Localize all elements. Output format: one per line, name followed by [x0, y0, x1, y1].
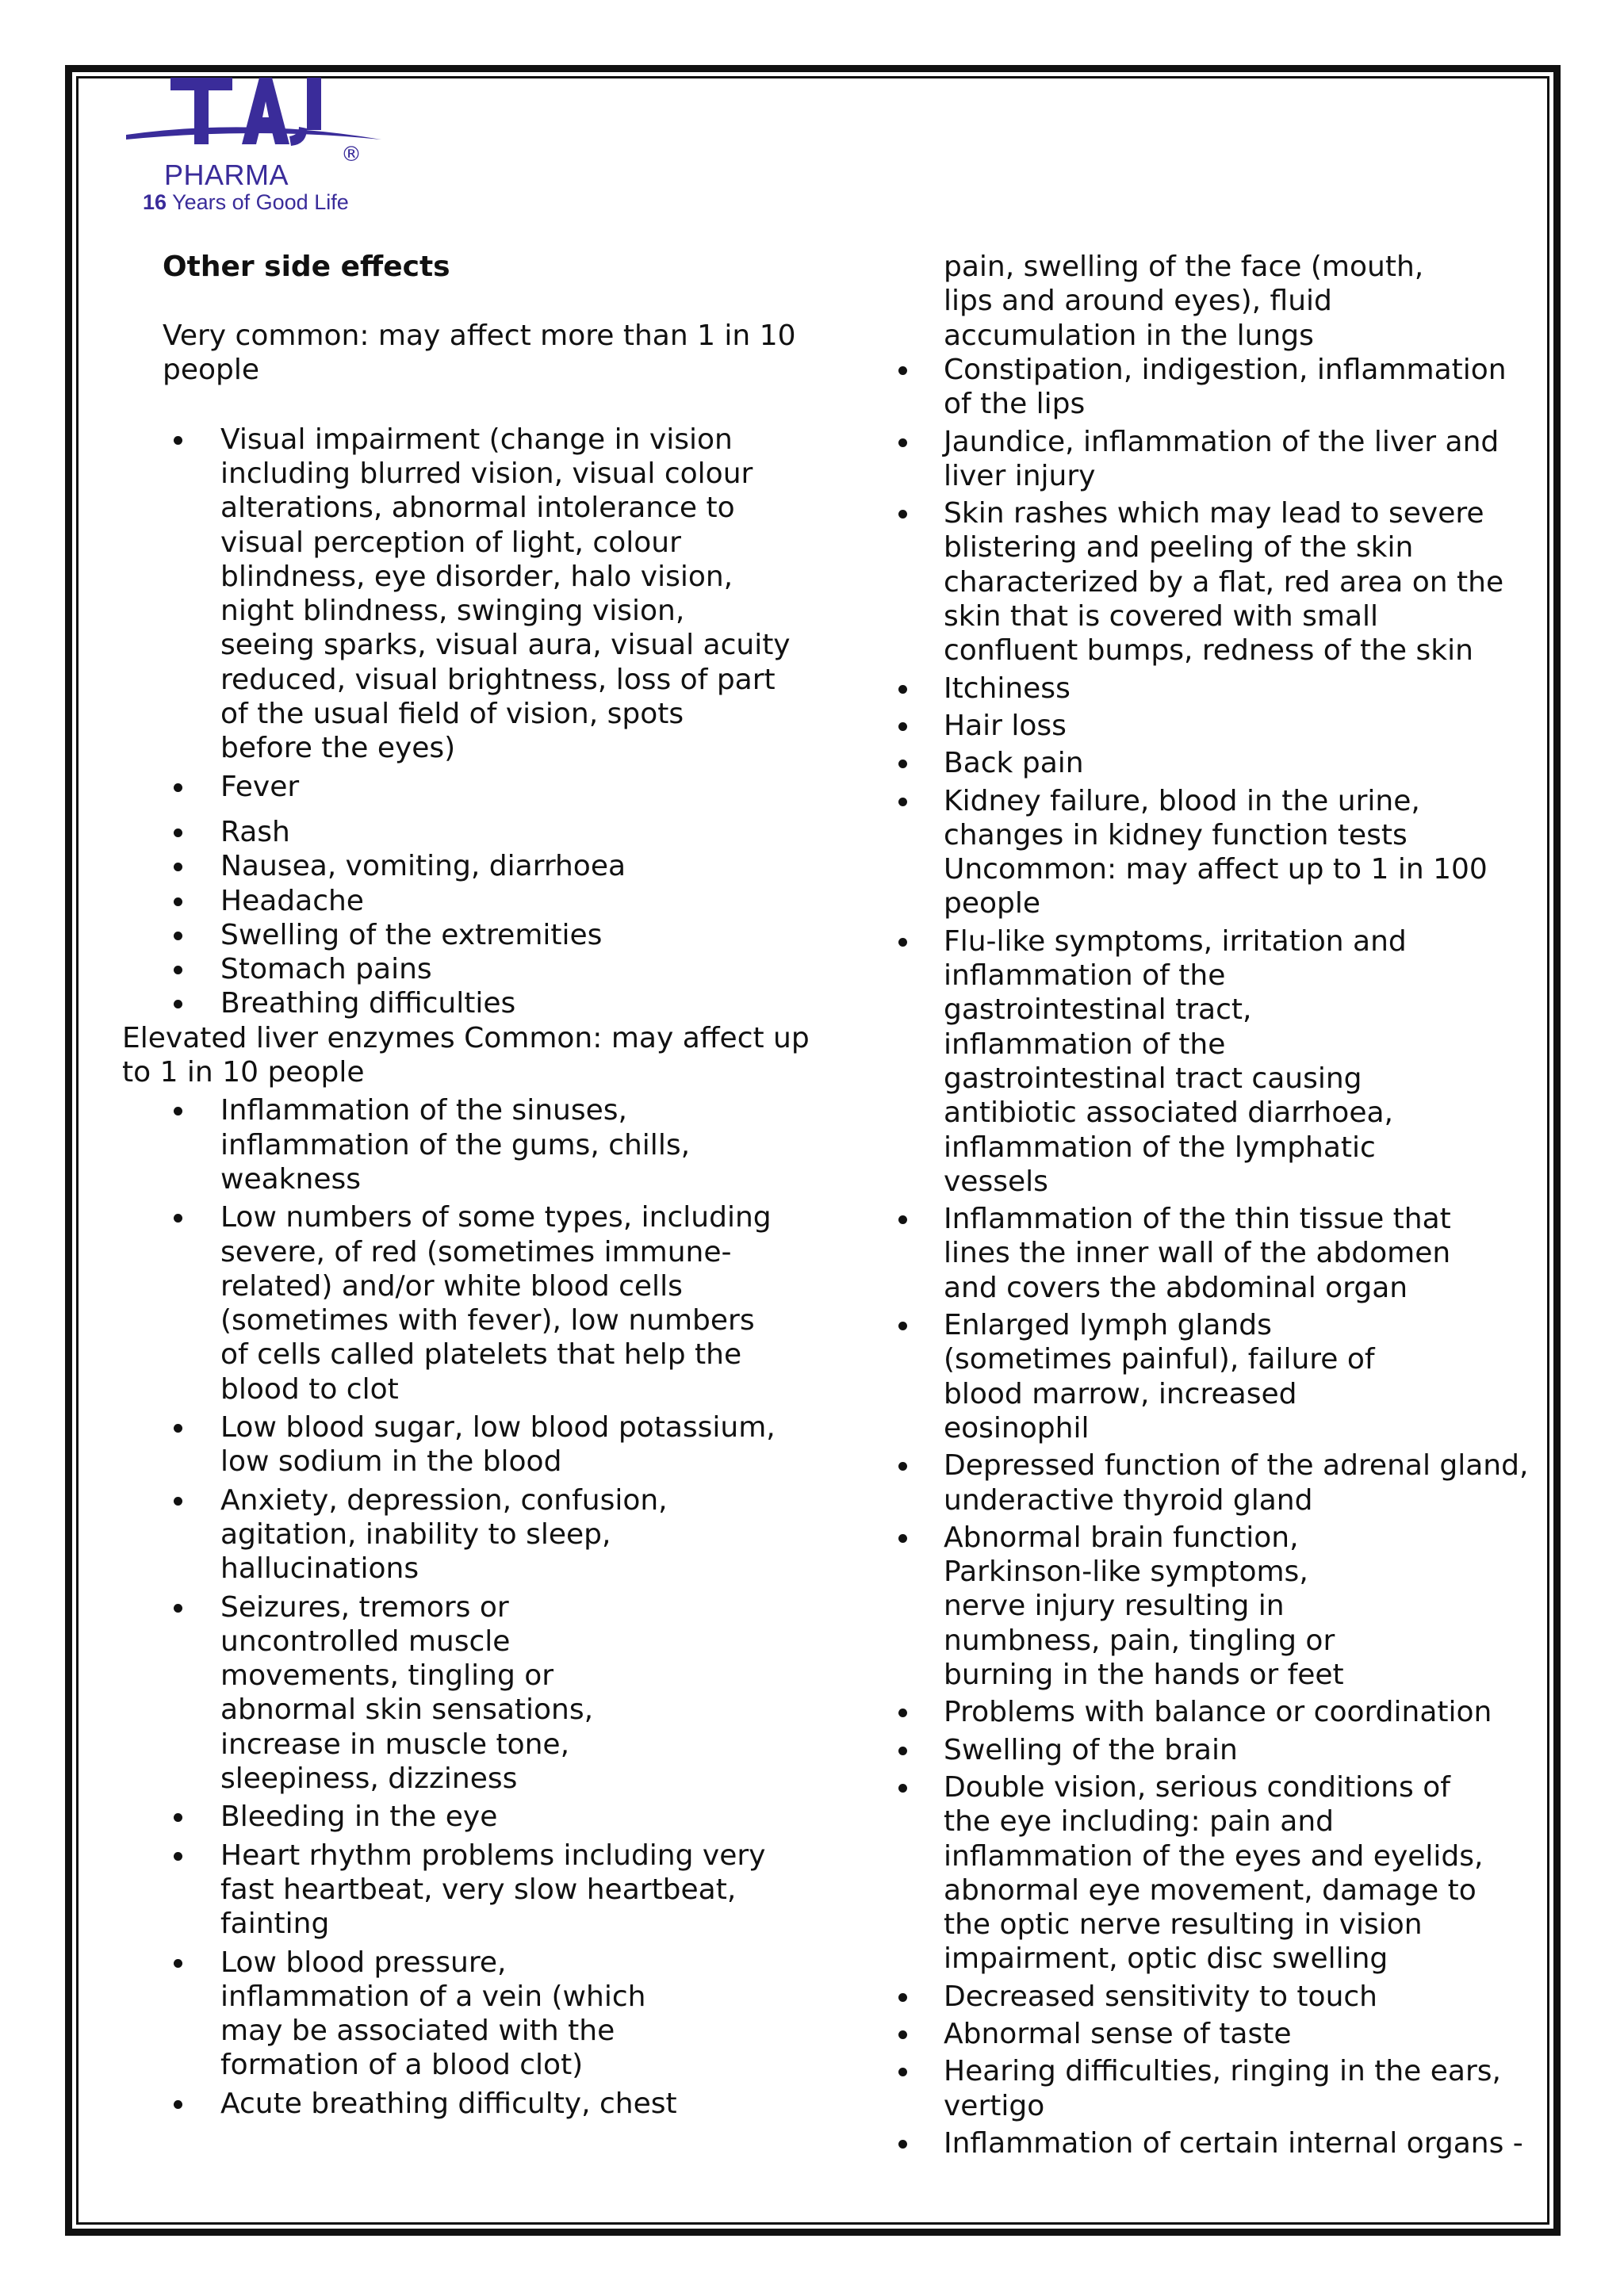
- list-item-line: Hair loss: [944, 709, 1067, 742]
- list-item-line: blindness, eye disorder, halo vision,: [220, 560, 733, 593]
- list-item-line: Headache: [220, 884, 364, 917]
- list-item-line: including blurred vision, visual colour: [220, 457, 753, 490]
- list-item-line: related) and/or white blood cells: [220, 1269, 683, 1303]
- list-item-line: Inflammation of certain internal organs -: [944, 2126, 1523, 2160]
- list-item-line: reduced, visual brightness, loss of part: [220, 663, 776, 696]
- list-item-line: Heart rhythm problems including very: [220, 1839, 766, 1872]
- list-item-line: Rash: [220, 815, 290, 848]
- frequency-intro-line: Very common: may affect more than 1 in 10: [163, 320, 796, 352]
- list-item-line: of the usual field of vision, spots: [220, 698, 684, 730]
- bullet-icon: [174, 897, 182, 906]
- list-item-line: skin that is covered with small: [944, 600, 1379, 633]
- logo-name: PHARMA: [164, 159, 289, 191]
- list-item-line: Low blood pressure,: [220, 1946, 507, 1979]
- list-item-line: burning in the hands or feet: [944, 1659, 1344, 1691]
- list-item-line: Back pain: [944, 747, 1084, 780]
- bullet-icon: [174, 436, 182, 445]
- list-item-line: gastrointestinal tract,: [944, 993, 1252, 1027]
- bullet-icon: [898, 2140, 907, 2149]
- bullet-icon: [174, 2100, 182, 2109]
- list-item-line: Stomach pains: [220, 953, 432, 986]
- list-item-line: changes in kidney function tests: [944, 818, 1408, 851]
- list-item-line: of cells called platelets that help the: [220, 1338, 742, 1372]
- bullet-icon: [898, 722, 907, 731]
- bullet-icon: [898, 938, 907, 947]
- list-item-line: vessels: [944, 1165, 1048, 1198]
- list-item-line: Itchiness: [944, 672, 1071, 705]
- bullet-icon: [898, 1784, 907, 1793]
- list-item-line: lines the inner wall of the abdomen: [944, 1237, 1451, 1270]
- list-item-line: inflammation of the: [944, 959, 1226, 992]
- bullet-icon: [898, 685, 907, 694]
- list-item-line: fast heartbeat, very slow heartbeat,: [220, 1873, 737, 1906]
- list-item-line: Low blood sugar, low blood potassium,: [220, 1411, 776, 1444]
- list-item-line: alterations, abnormal intolerance to: [220, 492, 735, 525]
- list-item-line: Low numbers of some types, including: [220, 1201, 772, 1234]
- list-item-line: Bleeding in the eye: [220, 1800, 498, 1834]
- list-item-line: blood marrow, increased: [944, 1377, 1297, 1410]
- list-item-line: nerve injury resulting in: [944, 1590, 1285, 1623]
- logo-tagline: [143, 190, 349, 215]
- list-item-line: increase in muscle tone,: [220, 1728, 570, 1761]
- bullet-icon: [174, 1959, 182, 1968]
- frequency-intro-line: people: [163, 354, 260, 387]
- bullet-icon: [174, 783, 182, 792]
- bullet-icon: [174, 828, 182, 837]
- list-item-line: Parkinson-like symptoms,: [944, 1556, 1308, 1589]
- list-item-line: Abnormal sense of taste: [944, 2018, 1292, 2050]
- list-item-line: Nausea, vomiting, diarrhoea: [220, 850, 626, 883]
- bullet-icon: [898, 366, 907, 375]
- list-item-line: weakness: [220, 1162, 361, 1196]
- list-item-line: Jaundice, inflammation of the liver and: [944, 425, 1500, 458]
- list-item-line: of the lips: [944, 388, 1086, 421]
- list-item-line: inflammation of the eyes and eyelids,: [944, 1839, 1484, 1873]
- list-item-line: numbness, pain, tingling or: [944, 1624, 1335, 1657]
- taj-pharma-logo: [123, 73, 393, 224]
- list-item-line: (sometimes painful), failure of: [944, 1343, 1375, 1376]
- list-item-line: Decreased sensitivity to touch: [944, 1980, 1377, 2013]
- list-item-line: Anxiety, depression, confusion,: [220, 1483, 668, 1517]
- list-item-line: inflammation of the gums, chills,: [220, 1128, 691, 1161]
- list-item-line: liver injury: [944, 459, 1096, 492]
- list-item-line: fainting: [220, 1908, 330, 1941]
- list-item-line: people: [944, 887, 1041, 920]
- frequency-intro-line: Elevated liver enzymes Common: may affect up: [122, 1021, 810, 1054]
- list-item-line: night blindness, swinging vision,: [220, 595, 685, 628]
- list-item-line: Visual impairment (change in vision: [220, 423, 733, 456]
- list-item-line: Problems with balance or coordination: [944, 1696, 1492, 1729]
- list-item-line: low sodium in the blood: [220, 1445, 562, 1479]
- bullet-icon: [898, 1322, 907, 1330]
- list-item-line: uncontrolled muscle: [220, 1624, 511, 1658]
- bullet-icon: [898, 1747, 907, 1755]
- list-item-line: Fever: [220, 770, 300, 803]
- list-item-line: inflammation of the lymphatic: [944, 1131, 1376, 1164]
- logo-tagline-number: 16: [143, 190, 167, 214]
- list-item-line: Skin rashes which may lead to severe: [944, 497, 1484, 530]
- list-item-line: Double vision, serious conditions of: [944, 1770, 1450, 1804]
- bullet-icon: [898, 1993, 907, 2002]
- list-item-line: Depressed function of the adrenal gland,: [944, 1449, 1529, 1483]
- list-item-line: Acute breathing difficulty, chest: [220, 2087, 677, 2120]
- bullet-icon: [174, 1424, 182, 1433]
- list-item-line: gastrointestinal tract causing: [944, 1062, 1362, 1095]
- list-item-line: movements, tingling or: [220, 1659, 554, 1693]
- list-item-line: Constipation, indigestion, inflammation: [944, 353, 1507, 386]
- list-item-line: formation of a blood clot): [220, 2049, 584, 2082]
- list-item-line: inflammation of a vein (which: [220, 1980, 646, 2013]
- list-item-line: abnormal skin sensations,: [220, 1693, 594, 1727]
- continued-line: pain, swelling of the face (mouth,: [944, 251, 1424, 283]
- list-item-line: blood to clot: [220, 1372, 399, 1406]
- continued-line: lips and around eyes), fluid: [944, 285, 1332, 318]
- list-item-line: antibiotic associated diarrhoea,: [944, 1096, 1393, 1130]
- list-item-line: hallucinations: [220, 1552, 419, 1586]
- list-item-line: eosinophil: [944, 1411, 1090, 1445]
- list-item-line: Kidney failure, blood in the urine,: [944, 784, 1420, 817]
- list-item-line: visual perception of light, colour: [220, 526, 681, 559]
- list-item-line: and covers the abdominal organ: [944, 1271, 1408, 1304]
- section-heading: Other side effects: [163, 251, 450, 283]
- list-item-line: Abnormal brain function,: [944, 1521, 1299, 1554]
- list-item-line: severe, of red (sometimes immune-: [220, 1235, 732, 1269]
- frequency-intro-line: to 1 in 10 people: [122, 1056, 365, 1089]
- list-item-line: blistering and peeling of the skin: [944, 531, 1414, 564]
- bullet-icon: [174, 932, 182, 940]
- list-item-line: vertigo: [944, 2089, 1045, 2122]
- list-item-line: Inflammation of the thin tissue that: [944, 1203, 1451, 1236]
- list-item-line: Inflammation of the sinuses,: [220, 1094, 627, 1127]
- bullet-icon: [898, 798, 907, 806]
- list-item-line: abnormal eye movement, damage to: [944, 1873, 1477, 1907]
- list-item-line: sleepiness, dizziness: [220, 1762, 518, 1795]
- bullet-icon: [898, 438, 907, 447]
- list-item-line: Swelling of the extremities: [220, 918, 603, 951]
- list-item-line: Swelling of the brain: [944, 1733, 1238, 1766]
- registered-mark: ®: [341, 143, 362, 166]
- list-item-line: the eye including: pain and: [944, 1805, 1334, 1839]
- logo-tagline-text: Years of Good Life: [172, 190, 349, 214]
- list-item-line: Enlarged lymph glands: [944, 1309, 1272, 1341]
- list-item-line: Hearing difficulties, ringing in the ears,: [944, 2055, 1501, 2088]
- bullet-icon: [898, 1534, 907, 1543]
- list-item-line: Seizures, tremors or: [220, 1590, 509, 1624]
- list-item-line: Uncommon: may affect up to 1 in 100: [944, 853, 1488, 886]
- list-item-line: agitation, inability to sleep,: [220, 1517, 611, 1551]
- bullet-icon: [174, 1604, 182, 1613]
- list-item-line: underactive thyroid gland: [944, 1483, 1313, 1517]
- list-item-line: the optic nerve resulting in vision: [944, 1908, 1423, 1942]
- bullet-icon: [898, 2030, 907, 2039]
- list-item-line: confluent bumps, redness of the skin: [944, 634, 1473, 668]
- bullet-icon: [174, 1497, 182, 1506]
- list-item-line: seeing sparks, visual aura, visual acuity: [220, 629, 791, 662]
- list-item-line: characterized by a flat, red area on the: [944, 565, 1504, 599]
- bullet-icon: [174, 1852, 182, 1861]
- list-item-line: inflammation of the: [944, 1027, 1226, 1061]
- list-item-line: Flu-like symptoms, irritation and: [944, 924, 1407, 958]
- list-item-line: before the eyes): [220, 732, 456, 765]
- list-item-line: impairment, optic disc swelling: [944, 1942, 1388, 1976]
- continued-line: accumulation in the lungs: [944, 319, 1314, 352]
- list-item-line: Breathing difficulties: [220, 987, 516, 1020]
- list-item-line: (sometimes with fever), low numbers: [220, 1304, 755, 1337]
- list-item-line: may be associated with the: [220, 2015, 615, 2048]
